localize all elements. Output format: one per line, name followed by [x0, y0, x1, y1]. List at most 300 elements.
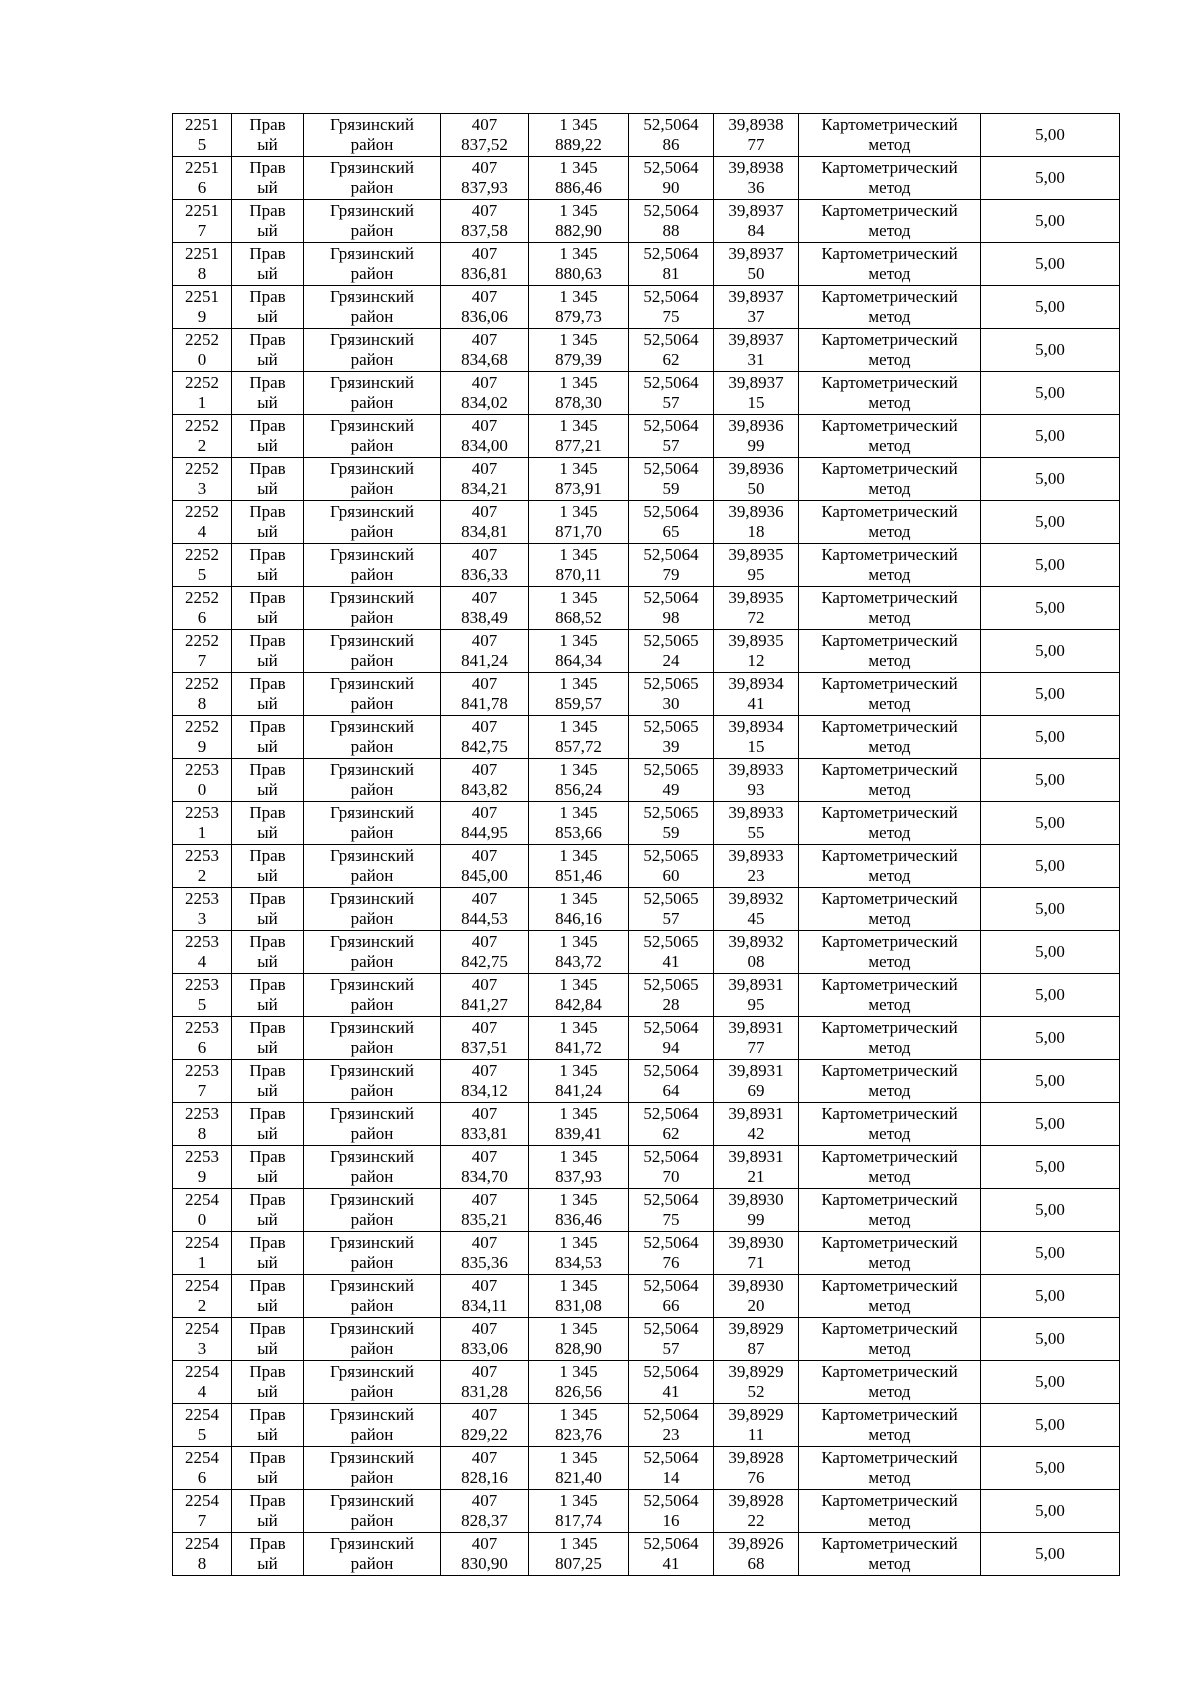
table-row [173, 974, 1120, 1017]
cell-longitude [714, 501, 799, 544]
cell-method-line: метод [868, 1382, 911, 1401]
cell-district-line: Грязинский [330, 1104, 414, 1123]
cell-accuracy: 5,00 [981, 1146, 1120, 1189]
cell-bank-side-line: ый [257, 307, 278, 326]
cell-bank-side-line: ый [257, 264, 278, 283]
cell-coord-x [441, 372, 529, 415]
cell-bank-side [232, 157, 304, 200]
cell-district-line: Грязинский [330, 1491, 414, 1510]
cell-accuracy: 5,00 [981, 845, 1120, 888]
cell-point-number [173, 243, 232, 286]
cell-district-line: Грязинский [330, 717, 414, 736]
cell-point-number-line: 2254 [185, 1362, 219, 1381]
cell-bank-side-line: ый [257, 436, 278, 455]
cell-district [304, 759, 441, 802]
cell-coord-x-line: 407 [471, 1362, 498, 1381]
cell-latitude-line: 52,5065 [643, 932, 699, 951]
cell-point-number-line: 1 [197, 1253, 207, 1272]
cell-district-line: Грязинский [330, 1018, 414, 1037]
cell-longitude-line: 41 [747, 694, 765, 713]
cell-method-line: метод [868, 135, 911, 154]
cell-method [799, 1361, 981, 1404]
cell-accuracy: 5,00 [981, 1447, 1120, 1490]
cell-longitude [714, 329, 799, 372]
cell-method-line: метод [868, 737, 911, 756]
cell-coord-x [441, 157, 529, 200]
cell-longitude-line: 39,8931 [728, 1061, 784, 1080]
cell-method-line: метод [868, 608, 911, 627]
cell-method [799, 759, 981, 802]
cell-coord-x-line: 837,58 [461, 221, 508, 240]
cell-coord-x-line: 828,37 [461, 1511, 508, 1530]
cell-latitude-line: 52,5064 [643, 158, 699, 177]
cell-district [304, 1189, 441, 1232]
cell-coord-y [529, 458, 629, 501]
cell-point-number-line: 3 [197, 479, 207, 498]
cell-coord-x-line: 835,21 [461, 1210, 508, 1229]
cell-method-line: Картометрический [821, 502, 958, 521]
cell-coord-y [529, 673, 629, 716]
cell-point-number [173, 931, 232, 974]
cell-latitude [629, 1361, 714, 1404]
cell-method-line: Картометрический [821, 846, 958, 865]
cell-coord-y [529, 1447, 629, 1490]
cell-longitude-line: 39,8935 [728, 545, 784, 564]
cell-method [799, 114, 981, 157]
cell-method-line: метод [868, 1124, 911, 1143]
cell-district-line: район [350, 1253, 394, 1272]
cell-district-line: Грязинский [330, 1534, 414, 1553]
table-row [173, 501, 1120, 544]
cell-latitude-line: 52,5064 [643, 1233, 699, 1252]
cell-coord-x-line: 407 [471, 502, 498, 521]
cell-coord-x-line: 407 [471, 158, 498, 177]
cell-latitude-line: 52,5065 [643, 760, 699, 779]
table-row [173, 716, 1120, 759]
cell-bank-side-line: ый [257, 178, 278, 197]
cell-longitude-line: 55 [747, 823, 765, 842]
cell-method-line: Картометрический [821, 244, 958, 263]
cell-bank-side [232, 1275, 304, 1318]
cell-coord-y-line: 857,72 [555, 737, 602, 756]
cell-method [799, 673, 981, 716]
cell-coord-x [441, 1146, 529, 1189]
cell-bank-side-line: Прав [249, 287, 286, 306]
cell-accuracy: 5,00 [981, 1189, 1120, 1232]
cell-latitude [629, 759, 714, 802]
cell-longitude [714, 544, 799, 587]
cell-bank-side-line: Прав [249, 1061, 286, 1080]
cell-coord-y-line: 1 345 [559, 115, 598, 134]
cell-district [304, 1447, 441, 1490]
cell-accuracy: 5,00 [981, 329, 1120, 372]
cell-method-line: метод [868, 1511, 911, 1530]
cell-district-line: район [350, 608, 394, 627]
cell-longitude-line: 39,8929 [728, 1405, 784, 1424]
cell-district-line: район [350, 1296, 394, 1315]
cell-method-line: Картометрический [821, 717, 958, 736]
cell-coord-x [441, 888, 529, 931]
cell-coord-x [441, 415, 529, 458]
cell-latitude-line: 52,5065 [643, 631, 699, 650]
cell-accuracy: 5,00 [981, 630, 1120, 673]
table-row [173, 1232, 1120, 1275]
cell-method [799, 1447, 981, 1490]
cell-bank-side-line: Прав [249, 846, 286, 865]
cell-latitude-line: 52,5064 [643, 1061, 699, 1080]
cell-coord-x [441, 673, 529, 716]
cell-bank-side [232, 931, 304, 974]
cell-bank-side [232, 243, 304, 286]
cell-coord-y-line: 1 345 [559, 760, 598, 779]
cell-longitude-line: 77 [747, 135, 765, 154]
cell-district-line: район [350, 1081, 394, 1100]
cell-district [304, 200, 441, 243]
cell-latitude-line: 52,5064 [643, 330, 699, 349]
cell-latitude [629, 286, 714, 329]
cell-coord-x-line: 407 [471, 1448, 498, 1467]
cell-bank-side [232, 1318, 304, 1361]
cell-point-number-line: 2252 [185, 459, 219, 478]
cell-bank-side [232, 1103, 304, 1146]
cell-longitude-line: 39,8934 [728, 717, 784, 736]
cell-latitude-line: 52,5064 [643, 1534, 699, 1553]
cell-bank-side-line: Прав [249, 975, 286, 994]
cell-method-line: Картометрический [821, 932, 958, 951]
cell-coord-x-line: 407 [471, 201, 498, 220]
cell-bank-side [232, 458, 304, 501]
cell-coord-x-line: 833,06 [461, 1339, 508, 1358]
cell-longitude [714, 1404, 799, 1447]
cell-bank-side [232, 845, 304, 888]
cell-point-number [173, 1017, 232, 1060]
table-row [173, 1103, 1120, 1146]
cell-coord-x-line: 844,95 [461, 823, 508, 842]
cell-bank-side-line: Прав [249, 545, 286, 564]
cell-point-number-line: 9 [197, 737, 207, 756]
cell-district-line: район [350, 1468, 394, 1487]
cell-coord-x [441, 802, 529, 845]
cell-accuracy: 5,00 [981, 673, 1120, 716]
cell-method-line: Картометрический [821, 1061, 958, 1080]
cell-coord-y-line: 879,73 [555, 307, 602, 326]
cell-method-line: метод [868, 307, 911, 326]
cell-district-line: Грязинский [330, 244, 414, 263]
cell-coord-x-line: 830,90 [461, 1554, 508, 1573]
cell-point-number [173, 1361, 232, 1404]
cell-point-number-line: 2253 [185, 889, 219, 908]
cell-longitude [714, 888, 799, 931]
cell-latitude-line: 52,5064 [643, 1405, 699, 1424]
cell-method [799, 243, 981, 286]
cell-coord-y-line: 1 345 [559, 674, 598, 693]
cell-accuracy: 5,00 [981, 458, 1120, 501]
cell-longitude-line: 39,8926 [728, 1534, 784, 1553]
cell-bank-side-line: ый [257, 1124, 278, 1143]
cell-coord-x-line: 837,51 [461, 1038, 508, 1057]
cell-district [304, 1275, 441, 1318]
cell-latitude-line: 28 [662, 995, 680, 1014]
cell-coord-y [529, 1017, 629, 1060]
cell-coord-y-line: 826,56 [555, 1382, 602, 1401]
cell-coord-x-line: 407 [471, 1534, 498, 1553]
cell-latitude-line: 75 [662, 307, 680, 326]
cell-bank-side-line: ый [257, 479, 278, 498]
cell-coord-x [441, 1447, 529, 1490]
cell-accuracy: 5,00 [981, 759, 1120, 802]
cell-longitude-line: 12 [747, 651, 765, 670]
cell-coord-y [529, 1189, 629, 1232]
cell-point-number-line: 2251 [185, 115, 219, 134]
cell-method [799, 1017, 981, 1060]
cell-coord-y-line: 1 345 [559, 1319, 598, 1338]
cell-district [304, 1361, 441, 1404]
cell-bank-side [232, 1490, 304, 1533]
cell-latitude-line: 52,5064 [643, 1147, 699, 1166]
cell-coord-y-line: 1 345 [559, 1491, 598, 1510]
cell-coord-y-line: 1 345 [559, 373, 598, 392]
cell-bank-side-line: ый [257, 1468, 278, 1487]
cell-district-line: Грязинский [330, 1061, 414, 1080]
cell-coord-x [441, 243, 529, 286]
cell-district [304, 329, 441, 372]
cell-coord-y [529, 114, 629, 157]
cell-point-number [173, 1103, 232, 1146]
cell-method [799, 1490, 981, 1533]
cell-coord-y [529, 1146, 629, 1189]
cell-method-line: Картометрический [821, 1104, 958, 1123]
cell-point-number [173, 1318, 232, 1361]
cell-longitude [714, 1318, 799, 1361]
cell-latitude-line: 30 [662, 694, 680, 713]
cell-coord-y-line: 877,21 [555, 436, 602, 455]
cell-point-number-line: 2251 [185, 244, 219, 263]
cell-longitude-line: 71 [747, 1253, 765, 1272]
cell-latitude-line: 88 [662, 221, 680, 240]
cell-bank-side [232, 1404, 304, 1447]
cell-point-number [173, 1232, 232, 1275]
cell-coord-y-line: 1 345 [559, 545, 598, 564]
table-row [173, 1060, 1120, 1103]
cell-district [304, 1318, 441, 1361]
cell-coord-x [441, 716, 529, 759]
cell-latitude [629, 1232, 714, 1275]
cell-point-number [173, 1146, 232, 1189]
cell-longitude [714, 1232, 799, 1275]
cell-point-number [173, 501, 232, 544]
cell-method [799, 458, 981, 501]
cell-point-number-line: 7 [197, 651, 207, 670]
cell-point-number-line: 2252 [185, 631, 219, 650]
cell-district-line: Грязинский [330, 330, 414, 349]
cell-point-number-line: 7 [197, 221, 207, 240]
cell-accuracy: 5,00 [981, 1490, 1120, 1533]
cell-longitude-line: 37 [747, 307, 765, 326]
cell-method-line: метод [868, 952, 911, 971]
cell-longitude-line: 39,8936 [728, 459, 784, 478]
table-row [173, 458, 1120, 501]
cell-coord-x [441, 200, 529, 243]
cell-accuracy: 5,00 [981, 1404, 1120, 1447]
cell-longitude [714, 1275, 799, 1318]
cell-latitude [629, 1490, 714, 1533]
cell-coord-x-line: 407 [471, 1018, 498, 1037]
cell-latitude [629, 1146, 714, 1189]
cell-district [304, 544, 441, 587]
cell-method-line: метод [868, 694, 911, 713]
cell-coord-y-line: 1 345 [559, 1233, 598, 1252]
cell-district [304, 802, 441, 845]
cell-method-line: Картометрический [821, 1534, 958, 1553]
cell-coord-x-line: 407 [471, 1405, 498, 1424]
cell-longitude-line: 39,8937 [728, 330, 784, 349]
cell-bank-side-line: Прав [249, 416, 286, 435]
cell-method [799, 1275, 981, 1318]
cell-longitude-line: 20 [747, 1296, 765, 1315]
cell-point-number-line: 2252 [185, 545, 219, 564]
cell-longitude-line: 15 [747, 393, 765, 412]
cell-coord-x [441, 544, 529, 587]
cell-latitude [629, 329, 714, 372]
cell-district-line: район [350, 1210, 394, 1229]
cell-latitude [629, 200, 714, 243]
cell-longitude [714, 1146, 799, 1189]
cell-point-number-line: 4 [197, 522, 207, 541]
cell-point-number-line: 7 [197, 1081, 207, 1100]
cell-district-line: Грязинский [330, 1319, 414, 1338]
cell-latitude-line: 52,5064 [643, 1362, 699, 1381]
cell-point-number [173, 286, 232, 329]
cell-coord-y-line: 1 345 [559, 1147, 598, 1166]
cell-coord-x-line: 407 [471, 1233, 498, 1252]
cell-longitude-line: 15 [747, 737, 765, 756]
cell-district-line: район [350, 952, 394, 971]
cell-longitude-line: 39,8929 [728, 1362, 784, 1381]
cell-bank-side [232, 759, 304, 802]
cell-method-line: Картометрический [821, 1491, 958, 1510]
cell-coord-y-line: 864,34 [555, 651, 602, 670]
cell-district [304, 931, 441, 974]
cell-coord-x-line: 828,16 [461, 1468, 508, 1487]
cell-coord-y [529, 1404, 629, 1447]
cell-bank-side-line: ый [257, 1511, 278, 1530]
cell-latitude-line: 52,5064 [643, 201, 699, 220]
cell-coord-y [529, 1275, 629, 1318]
cell-method-line: метод [868, 1296, 911, 1315]
cell-district-line: район [350, 780, 394, 799]
cell-method-line: Картометрический [821, 201, 958, 220]
cell-longitude-line: 84 [747, 221, 765, 240]
cell-coord-y-line: 886,46 [555, 178, 602, 197]
cell-latitude-line: 52,5064 [643, 588, 699, 607]
cell-bank-side-line: ый [257, 522, 278, 541]
cell-bank-side [232, 1146, 304, 1189]
cell-method-line: метод [868, 350, 911, 369]
cell-coord-y [529, 1103, 629, 1146]
cell-district [304, 1146, 441, 1189]
cell-coord-x-line: 407 [471, 674, 498, 693]
cell-method-line: метод [868, 393, 911, 412]
cell-district [304, 286, 441, 329]
cell-coord-x-line: 834,81 [461, 522, 508, 541]
cell-bank-side [232, 329, 304, 372]
cell-latitude-line: 62 [662, 1124, 680, 1143]
cell-latitude-line: 57 [662, 909, 680, 928]
cell-method-line: Картометрический [821, 545, 958, 564]
cell-district-line: район [350, 479, 394, 498]
cell-method-line: Картометрический [821, 287, 958, 306]
cell-point-number-line: 2251 [185, 201, 219, 220]
cell-longitude-line: 39,8932 [728, 932, 784, 951]
cell-coord-x [441, 1490, 529, 1533]
cell-coord-y-line: 1 345 [559, 459, 598, 478]
cell-longitude [714, 243, 799, 286]
cell-bank-side-line: Прав [249, 115, 286, 134]
cell-coord-y [529, 1490, 629, 1533]
cell-coord-x-line: 407 [471, 416, 498, 435]
cell-district-line: район [350, 436, 394, 455]
cell-latitude [629, 802, 714, 845]
cell-method-line: Картометрический [821, 588, 958, 607]
table-row [173, 1189, 1120, 1232]
cell-latitude [629, 587, 714, 630]
cell-district-line: район [350, 1554, 394, 1573]
cell-point-number [173, 372, 232, 415]
cell-district-line: Грязинский [330, 158, 414, 177]
cell-district [304, 1232, 441, 1275]
cell-district-line: район [350, 1167, 394, 1186]
cell-point-number [173, 329, 232, 372]
cell-longitude [714, 759, 799, 802]
table-row [173, 1447, 1120, 1490]
cell-latitude-line: 41 [662, 1382, 680, 1401]
cell-coord-y [529, 286, 629, 329]
cell-latitude [629, 501, 714, 544]
cell-longitude-line: 99 [747, 1210, 765, 1229]
cell-method-line: Картометрический [821, 1319, 958, 1338]
cell-point-number-line: 2252 [185, 416, 219, 435]
cell-point-number-line: 2254 [185, 1233, 219, 1252]
cell-accuracy: 5,00 [981, 974, 1120, 1017]
cell-coord-x [441, 501, 529, 544]
cell-longitude-line: 39,8930 [728, 1190, 784, 1209]
cell-district-line: район [350, 1382, 394, 1401]
cell-coord-y-line: 1 345 [559, 201, 598, 220]
cell-accuracy: 5,00 [981, 1103, 1120, 1146]
cell-coord-x [441, 114, 529, 157]
coordinates-table [172, 113, 1120, 1576]
cell-latitude [629, 845, 714, 888]
cell-bank-side-line: ый [257, 221, 278, 240]
cell-point-number [173, 587, 232, 630]
cell-method-line: Картометрический [821, 373, 958, 392]
cell-latitude-line: 59 [662, 479, 680, 498]
cell-coord-y [529, 587, 629, 630]
cell-district [304, 587, 441, 630]
table-row [173, 802, 1120, 845]
cell-point-number-line: 2252 [185, 330, 219, 349]
cell-longitude-line: 52 [747, 1382, 765, 1401]
cell-point-number-line: 8 [197, 694, 207, 713]
cell-longitude-line: 39,8937 [728, 287, 784, 306]
cell-bank-side [232, 200, 304, 243]
cell-method-line: метод [868, 866, 911, 885]
cell-point-number-line: 0 [197, 780, 207, 799]
cell-district-line: Грязинский [330, 846, 414, 865]
cell-longitude [714, 1533, 799, 1576]
cell-point-number-line: 2253 [185, 1147, 219, 1166]
cell-coord-y [529, 329, 629, 372]
